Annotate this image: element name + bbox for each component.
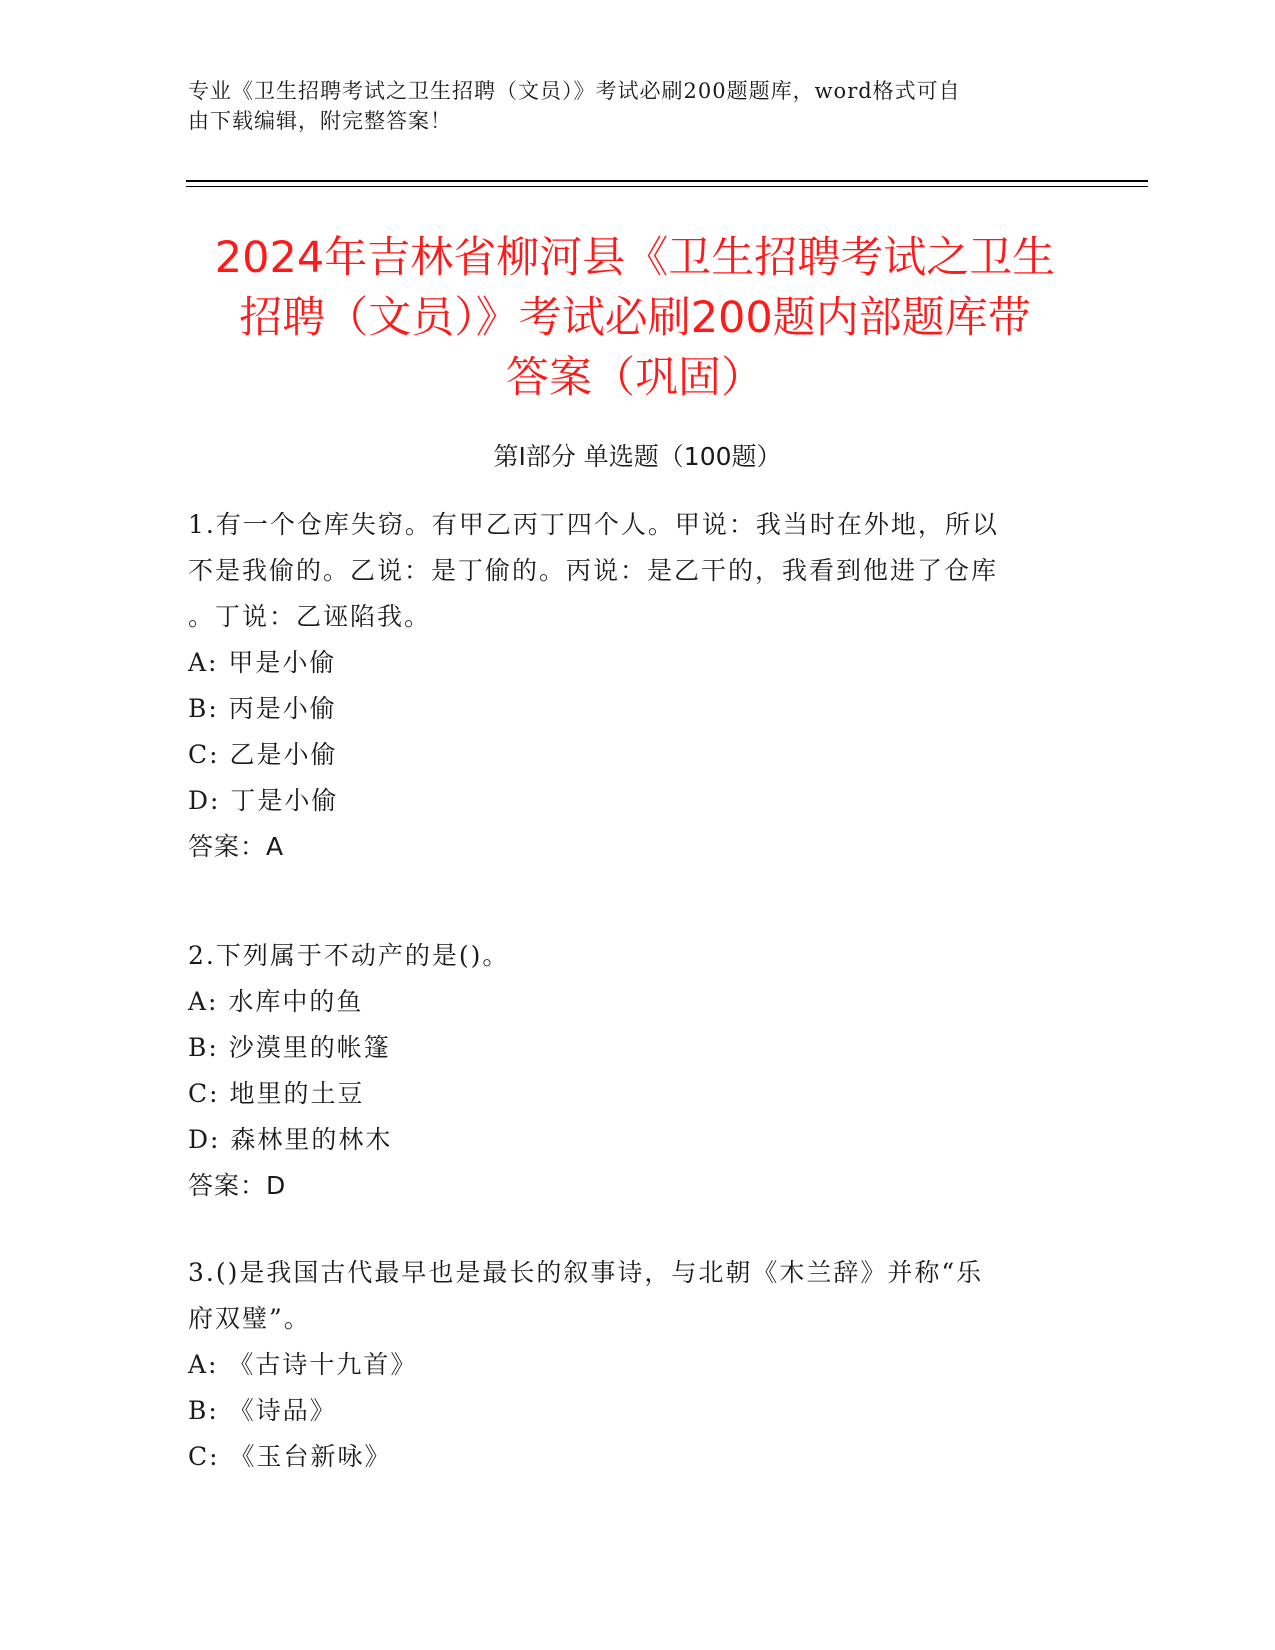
option-b: B: 丙是小偷 — [188, 694, 337, 723]
question-stem-line: 府双璧”。 — [188, 1304, 311, 1333]
question-stem-line: 2.下列属于不动产的是()。 — [188, 941, 510, 970]
question-stem-line: 3.()是我国古代最早也是最长的叙事诗，与北朝《木兰辞》并称“乐 — [188, 1258, 984, 1287]
option-a: A: 《古诗十九首》 — [188, 1350, 418, 1379]
question-2 — [188, 933, 1068, 1209]
intro-line: 由下载编辑，附完整答案！ — [188, 109, 452, 133]
question-stem-line: 1.有一个仓库失窃。有甲乙丙丁四个人。甲说：我当时在外地，所以 — [188, 510, 999, 539]
option-b: B: 《诗品》 — [188, 1396, 337, 1425]
title-line: 答案（巩固） — [506, 353, 764, 403]
question-stem-line: 不是我偷的。乙说：是丁偷的。丙说：是乙干的，我看到他进了仓库 — [188, 556, 999, 585]
header-divider — [186, 186, 1148, 187]
section-heading: 第I部分 单选题（100题） — [493, 442, 782, 471]
option-c: C: 乙是小偷 — [188, 740, 338, 769]
option-b: B: 沙漠里的帐篷 — [188, 1033, 391, 1062]
question-1 — [188, 502, 1068, 870]
title-line: 2024年吉林省柳河县《卫生招聘考试之卫生 — [214, 233, 1056, 283]
option-a: A: 水库中的鱼 — [188, 987, 364, 1016]
intro-line: 专业《卫生招聘考试之卫生招聘（文员）》考试必刷200题题库，word格式可自 — [188, 79, 961, 103]
question-3 — [188, 1250, 1068, 1480]
document-title — [180, 228, 1090, 408]
answer: 答案：A — [188, 832, 285, 861]
title-line: 招聘（文员）》考试必刷200题内部题库带 — [239, 293, 1031, 343]
option-d: D: 丁是小偷 — [188, 786, 339, 815]
option-d: D: 森林里的林木 — [188, 1125, 393, 1154]
question-stem-line: 。丁说：乙诬陷我。 — [188, 602, 432, 631]
option-a: A: 甲是小偷 — [188, 648, 337, 677]
intro-text — [188, 76, 1068, 136]
option-c: C: 《玉台新咏》 — [188, 1442, 392, 1471]
answer: 答案：D — [188, 1171, 287, 1200]
option-c: C: 地里的土豆 — [188, 1079, 365, 1108]
header-divider — [186, 180, 1148, 182]
